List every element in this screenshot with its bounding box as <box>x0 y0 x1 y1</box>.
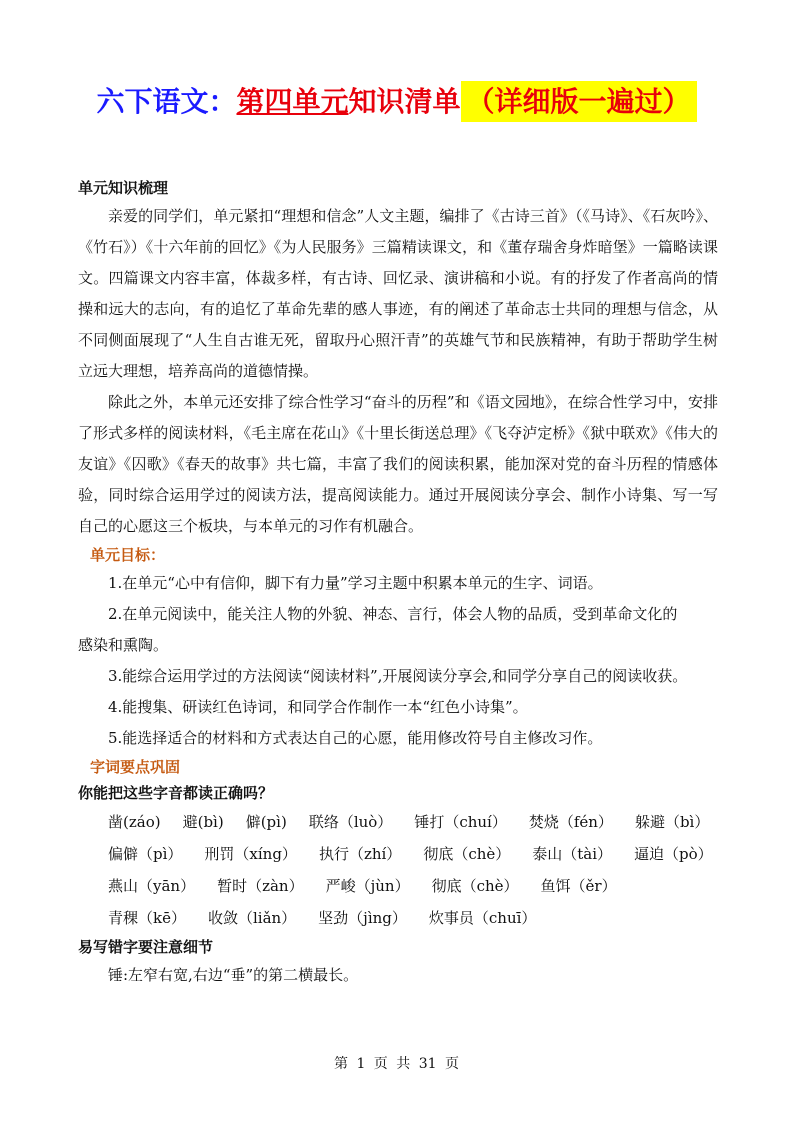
vocab-word: 凿(záo) <box>108 813 161 831</box>
section-heading-overview: 单元知识梳理 <box>78 179 169 197</box>
vocab-row <box>78 902 718 934</box>
vocab-word: 偏僻（pì） <box>108 845 183 863</box>
overview-paragraph: 亲爱的同学们，单元紧扣“理想和信念”人文主题，编排了《古诗三首》（《马诗》、《石灰吟》、《竹石》）《十六年前的回忆》《为人民服务》三篇精读课文，和《董存瑞舍身炸暗堡》一篇略读课文。四篇课文内容丰富，体裁多样，有古诗、回忆录、演讲稿和小说。有的抒发了作者高尚的情操和远大的志向，有的追忆了革命先辈的感人事迹，有的阐述了革命志士共同的理想与信念，从不同侧面展现了“人生自古谁无死，留取丹心照汗青”的英雄气节和民族精神，有助于帮助学生树立远大理想，培养高尚的道德情操。 <box>78 207 718 380</box>
vocab-word: 彻底（chè） <box>431 877 519 895</box>
vocab-word: 收敛（liǎn） <box>207 909 297 927</box>
title-checklist: 知识清单 <box>348 85 461 118</box>
title-unit: 第四单元 <box>236 85 349 118</box>
vocab-row <box>78 806 718 838</box>
goal-item: 3.能综合运用学过的方法阅读“阅读材料”,开展阅读分享会,和同学分享自己的阅读收获。 <box>108 667 688 685</box>
vocab-word: 鱼饵（ěr） <box>540 877 617 895</box>
vocab-word: 联络（luò） <box>308 813 393 831</box>
vocab-word: 青稞（kē） <box>108 909 186 927</box>
section-heading-vocab: 字词要点巩固 <box>90 758 181 776</box>
vocab-word: 躲避（bì） <box>634 813 710 831</box>
vocab-word: 泰山（tài） <box>532 845 613 863</box>
vocab-word: 避(bì) <box>182 813 224 831</box>
goal-item: 4.能搜集、研读红色诗词，和同学合作制作一本“红色小诗集”。 <box>108 698 528 716</box>
vocab-word: 炊事员（chuī） <box>428 909 537 927</box>
goal-item: 1.在单元“心中有信仰，脚下有力量”学习主题中积累本单元的生字、词语。 <box>108 574 603 592</box>
vocab-word: 暂时（zàn） <box>217 877 304 895</box>
vocab-word: 僻(pì) <box>245 813 287 831</box>
spelling-note: 锤:左窄右宽,右边“垂”的第二横最长。 <box>108 966 359 984</box>
title-highlight: （详细版一遍过） <box>461 81 697 122</box>
document-title <box>0 80 793 124</box>
vocab-word: 燕山（yān） <box>108 877 196 895</box>
vocab-word: 执行（zhí） <box>318 845 402 863</box>
vocab-row <box>78 838 718 870</box>
title-subject: 六下语文： <box>96 85 237 118</box>
vocab-subheading: 你能把这些字音都读正确吗？ <box>78 784 274 802</box>
overview-paragraph: 除此之外，本单元还安排了综合性学习“奋斗的历程”和《语文园地》，在综合性学习中，安排了形式多样的阅读材料，《毛主席在花山》《十里长街送总理》《飞夺泸定桥》《狱中联欢》《伟大的友谊》《囚歌》《春天的故事》共七篇，丰富了我们的阅读积累，能加深对党的奋斗历程的情感体验，同时综合运用学过的阅读方法，提高阅读能力。通过开展阅读分享会、制作小诗集、写一写自己的心愿这三个板块，与本单元的习作有机融合。 <box>78 393 718 535</box>
vocab-word: 焚烧（fén） <box>528 813 613 831</box>
document-body <box>78 175 718 991</box>
vocab-word: 严峻（jùn） <box>325 877 410 895</box>
page-footer: 第 1 页 共 31 页 <box>334 1056 459 1072</box>
vocab-word: 彻底（chè） <box>423 845 511 863</box>
goal-item: 5.能选择适合的材料和方式表达自己的心愿，能用修改符号自主修改习作。 <box>108 729 603 747</box>
vocab-row <box>78 870 718 902</box>
vocab-word: 逼迫（pò） <box>634 845 713 863</box>
section-heading-spelling: 易写错字要注意细节 <box>78 938 214 956</box>
vocab-word: 刑罚（xíng） <box>204 845 297 863</box>
section-heading-goals: 单元目标： <box>90 546 166 564</box>
goal-item: 2.在单元阅读中，能关注人物的外貌、神态、言行，体会人物的品质，受到革命文化的 <box>108 605 678 623</box>
vocab-word: 坚劲（jìng） <box>318 909 407 927</box>
goal-item-continued: 感染和熏陶。 <box>78 636 169 654</box>
vocab-word: 锤打（chuí） <box>414 813 507 831</box>
